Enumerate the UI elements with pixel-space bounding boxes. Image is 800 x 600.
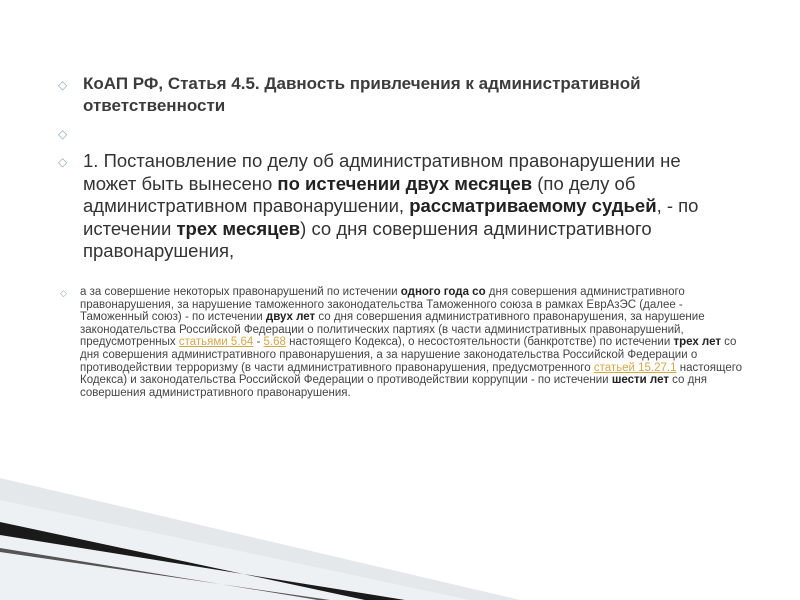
- bold-run: рассматриваемому судьей: [409, 195, 657, 216]
- text-run: со дня совершения административного правонарушения.: [80, 374, 707, 399]
- main-paragraph: [83, 150, 733, 263]
- article-link[interactable]: статьями 5.64: [178, 336, 254, 349]
- text-run: настоящего Кодекса), о несостоятельности (банкротстве) по истечении: [285, 336, 674, 349]
- bold-run: одного года со: [400, 286, 486, 298]
- bold-run: трех месяцев: [176, 217, 301, 239]
- text-run: со дня совершения административного правонарушения, а за нарушение законодательства Российской Федерации о противодействии терроризму (в части административного правонарушения, предусмотренного: [80, 336, 737, 374]
- bullet-icon: ◇: [58, 155, 68, 169]
- article-link[interactable]: статьей 15.27.1: [593, 361, 677, 374]
- text-run: а за совершение некоторых правонарушений по истечении: [80, 286, 401, 298]
- bullet-icon: ◇: [58, 127, 68, 141]
- text-run: со дня совершения административного правонарушения, за нарушение законодательства Российской Федерации о политических партиях (в части административных правонарушений, предусмотренных: [80, 311, 705, 349]
- text-run: ) со дня совершения административного правонарушения,: [83, 217, 652, 261]
- bullet-icon: ◇: [60, 289, 67, 299]
- slide-title: КоАП РФ, Статья 4.5. Давность привлечения к административной ответственности: [83, 74, 641, 115]
- bold-run: трех лет: [673, 336, 721, 349]
- bullet-icon: ◇: [58, 78, 68, 92]
- article-link[interactable]: 5.68: [263, 336, 286, 349]
- text-run: (по делу об административном правонарушении,: [83, 172, 636, 216]
- bold-run: двух лет: [265, 311, 316, 324]
- swoosh-mid-band: [0, 500, 470, 600]
- text-run: , - по истечении: [83, 195, 699, 239]
- text-run: 1. Постановление по делу об административном правонарушении не может быть вынесено: [83, 150, 681, 194]
- bold-run: шести лет: [611, 374, 669, 387]
- text-run: настоящего Кодекса) и законодательства Российской Федерации о противодействии коррупции - по истечении: [80, 361, 743, 387]
- text-run: -: [253, 336, 264, 349]
- detail-paragraph: [80, 286, 748, 399]
- bold-run: по истечении двух месяцев: [277, 172, 533, 194]
- text-run: дня совершения административного правонарушения, за нарушение таможенного законодательства Таможенного союза в рамках ЕврАзЭС (далее - Таможенный союз) - по истечении: [80, 286, 685, 324]
